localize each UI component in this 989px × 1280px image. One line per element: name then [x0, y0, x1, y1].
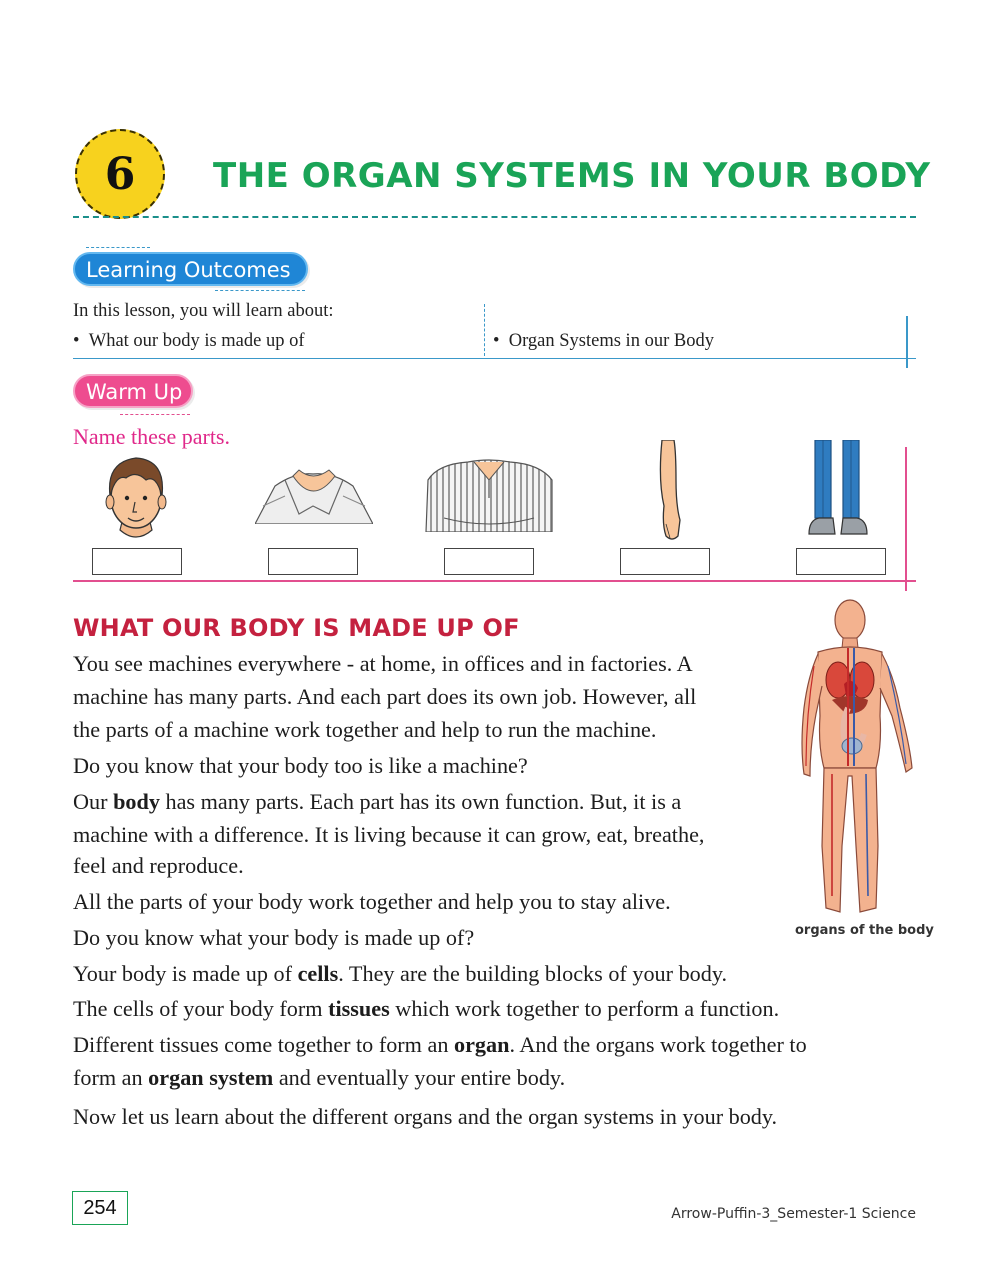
answer-box-chest[interactable]: [444, 548, 534, 575]
paragraph-line: Now let us learn about the different organs and the organ systems in your body.: [73, 1104, 778, 1129]
paragraph-line: feel and reproduce.: [73, 853, 244, 878]
pill-accent-line: [120, 414, 190, 415]
answer-box-head[interactable]: [92, 548, 182, 575]
answer-box-neck[interactable]: [268, 548, 358, 575]
arm-picture: [650, 440, 690, 542]
paragraph-line: form an organ system and eventually your entire body.: [73, 1065, 566, 1090]
paragraph-line: Your body is made up of cells. They are the building blocks of your body.: [73, 961, 728, 986]
learning-outcomes-label: Learning Outcomes: [73, 252, 308, 286]
body-organs-illustration: [796, 596, 916, 920]
section-title: WHAT OUR BODY IS MADE UP OF: [73, 614, 520, 642]
warm-up-rule: [73, 580, 916, 582]
paragraph-line: You see machines everywhere - at home, in offices and in factories. A: [73, 651, 693, 676]
chapter-number: 6: [104, 149, 136, 200]
warm-up-prompt: Name these parts.: [73, 424, 230, 449]
paragraph-line: Our body has many parts. Each part has its own function. But, it is a: [73, 789, 682, 814]
head-picture: [100, 452, 172, 542]
learning-outcomes-intro: In this lesson, you will learn about:: [73, 301, 334, 321]
paragraph-line: machine with a difference. It is living because it can grow, eat, breathe,: [73, 822, 705, 847]
paragraph-line: Different tissues come together to form an organ. And the organs work together to: [73, 1032, 807, 1057]
page-number: 254: [72, 1191, 128, 1225]
pill-accent-line: [215, 290, 305, 291]
warm-up-tick: [905, 447, 907, 591]
learning-outcomes-rule: [73, 358, 916, 359]
warm-up-label: Warm Up: [73, 374, 193, 408]
paragraph-line: The cells of your body form tissues which work together to perform a function.: [73, 996, 780, 1021]
figure-caption: organs of the body: [795, 923, 934, 938]
neck-picture: [255, 466, 373, 524]
learning-outcome-item: • Organ Systems in our Body: [493, 331, 714, 351]
book-title: Arrow-Puffin-3_Semester-1 Science: [671, 1206, 916, 1222]
learning-outcome-item: • What our body is made up of: [73, 331, 305, 351]
chest-picture: [424, 458, 554, 532]
paragraph-line: Do you know what your body is made up of?: [73, 925, 475, 950]
learning-outcomes-tick: [906, 316, 908, 368]
paragraph-line: machine has many parts. And each part does its own job. However, all: [73, 684, 697, 709]
answer-box-arm[interactable]: [620, 548, 710, 575]
paragraph-line: Do you know that your body too is like a machine?: [73, 753, 528, 778]
column-divider: [484, 304, 485, 356]
paragraph-line: the parts of a machine work together and help to run the machine.: [73, 717, 657, 742]
pill-accent-line: [86, 247, 150, 248]
answer-box-legs[interactable]: [796, 548, 886, 575]
chapter-title: THE ORGAN SYSTEMS IN YOUR BODY: [213, 156, 931, 196]
chapter-divider: [73, 216, 916, 218]
legs-picture: [805, 440, 869, 536]
paragraph-line: All the parts of your body work together and help you to stay alive.: [73, 889, 671, 914]
